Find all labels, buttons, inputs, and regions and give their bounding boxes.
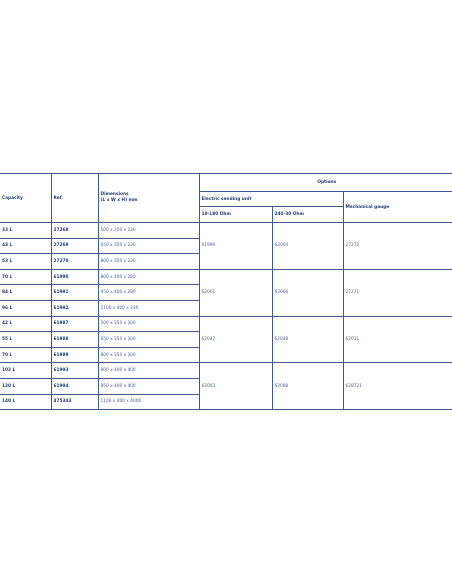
- cell-dimensions: 1100 x 400 x 230: [98, 300, 199, 316]
- cell-ref: 61989: [51, 347, 98, 363]
- cell-dimensions: 950 x 400 x 400: [98, 378, 199, 394]
- cell-mechanical-gauge: 628721: [343, 363, 452, 410]
- cell-capacity: 96 L: [0, 300, 51, 316]
- cell-capacity: 102 L: [0, 363, 51, 379]
- cell-esu-10-180: 62003: [199, 363, 272, 410]
- cell-ref: 61994: [51, 378, 98, 394]
- cell-dimensions: 500 x 350 x 300: [98, 316, 199, 332]
- cell-capacity: 53 L: [0, 254, 51, 270]
- header-options: Options: [199, 174, 452, 192]
- cell-dimensions: 500 x 350 x 230: [98, 223, 199, 239]
- cell-mechanical-gauge: 27272: [343, 223, 452, 270]
- cell-capacity: 33 L: [0, 223, 51, 239]
- cell-ref: 475343: [51, 394, 98, 410]
- cell-capacity: 70 L: [0, 347, 51, 363]
- tank-options-table: [0, 173, 452, 410]
- table-row: [0, 223, 452, 239]
- cell-capacity: 43 L: [0, 238, 51, 254]
- cell-dimensions: 800 x 350 x 300: [98, 347, 199, 363]
- header-dimensions-line1: Dimensions: [100, 192, 129, 197]
- cell-esu-240-30: 62004: [272, 223, 343, 270]
- cell-ref: 61987: [51, 316, 98, 332]
- header-electric-sending-unit: Electric sending unit: [199, 192, 343, 207]
- cell-capacity: 70 L: [0, 269, 51, 285]
- product-table-container: [0, 173, 452, 410]
- cell-mechanical-gauge: 62011: [343, 316, 452, 363]
- cell-capacity: 140 L: [0, 394, 51, 410]
- cell-esu-240-30: 62006: [272, 269, 343, 316]
- cell-dimensions: 800 x 400 x 280: [98, 269, 199, 285]
- cell-dimensions: 800 x 350 x 230: [98, 254, 199, 270]
- cell-capacity: 42 L: [0, 316, 51, 332]
- cell-esu-240-30: 62008: [272, 363, 343, 410]
- cell-dimensions: 650 x 350 x 300: [98, 332, 199, 348]
- cell-capacity: 55 L: [0, 332, 51, 348]
- cell-ref: 61988: [51, 332, 98, 348]
- table-row: [0, 316, 452, 332]
- cell-ref: 61990: [51, 269, 98, 285]
- cell-capacity: 84 L: [0, 285, 51, 301]
- table-row: [0, 363, 452, 379]
- cell-dimensions: 1100 x 400 x 4000: [98, 394, 199, 410]
- cell-mechanical-gauge: 27271: [343, 269, 452, 316]
- header-ref: Ref.: [51, 174, 98, 223]
- cell-dimensions: 650 x 350 x 230: [98, 238, 199, 254]
- header-dimensions-line2: (L x W x H) mm: [100, 198, 138, 203]
- cell-esu-10-180: 62047: [199, 316, 272, 363]
- cell-ref: 27270: [51, 254, 98, 270]
- header-ohm-10-180: 10-180 Ohm: [199, 207, 272, 223]
- cell-ref: 61993: [51, 363, 98, 379]
- cell-ref: 61992: [51, 300, 98, 316]
- cell-dimensions: 950 x 400 x 280: [98, 285, 199, 301]
- cell-esu-10-180: 61999: [199, 223, 272, 270]
- cell-esu-10-180: 62001: [199, 269, 272, 316]
- cell-ref: 27268: [51, 223, 98, 239]
- header-mechanical-gauge: Mechanical gauge: [343, 192, 452, 223]
- header-capacity: Capacity: [0, 174, 51, 223]
- table-row: [0, 269, 452, 285]
- header-dimensions: [98, 174, 199, 223]
- cell-capacity: 120 L: [0, 378, 51, 394]
- cell-dimensions: 800 x 400 x 400: [98, 363, 199, 379]
- header-ohm-240-30: 240-30 Ohm: [272, 207, 343, 223]
- cell-ref: 61991: [51, 285, 98, 301]
- cell-ref: 27269: [51, 238, 98, 254]
- cell-esu-240-30: 62048: [272, 316, 343, 363]
